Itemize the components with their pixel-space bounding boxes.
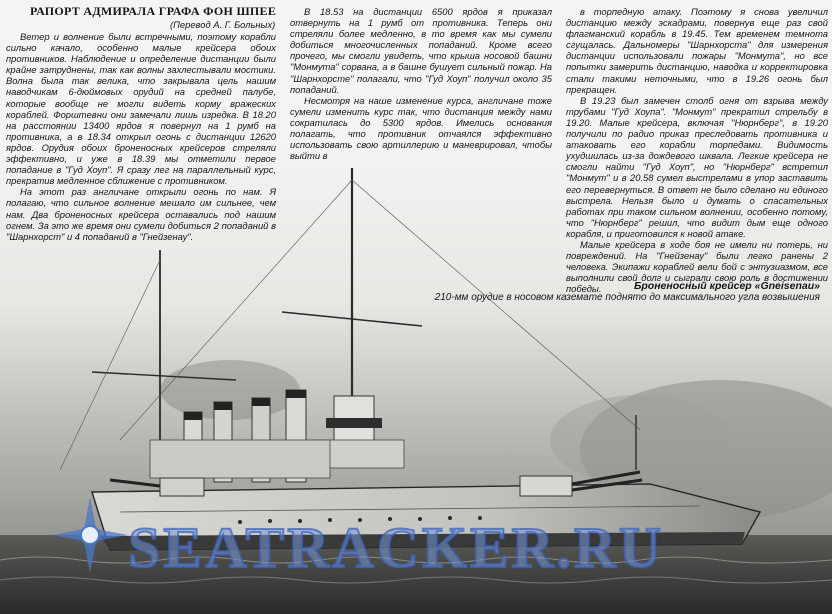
paragraph: Малые крейсера в ходе боя не имели ни потерь, ни повреждений. На "Гнейзенау" были легко ранены 2 человека. Экипажи кораблей вели бой с энтузиазмом, все выполнили свой долг и сыграли свою роль в достижении победы. — [566, 238, 828, 295]
paragraph: Ветер и волнение были встречными, поэтому корабли сильно качало, особенно малые крейсера обоих противников. Наблюдение и определение дистанции были крайне затруднены, так как волны захлестывали мостики. Волна была так велика, что закрывала цель нашим наводчикам 6-дюймовых орудий на средней палубе, которые вообще не могли видеть корму вражеских кораблей. Форштевни они замечали лишь изредка. В 18.20 на расстоянии 13400 ярдов я повернул на 1 румб на противника, а в 18.34 открыл огонь с дистанции 12620 ярдов. Орудия обоих броненосных крейсеров стреляли эффективно, и уже в 18.39 мы отметили первое попадание в "Гуд Хоуп". Я сразу лег на параллельный курс, прекратив медленное сближение с противником. — [6, 31, 276, 187]
article-title: РАПОРТ АДМИРАЛА ГРАФА ФОН ШПЕЕ — [30, 4, 277, 18]
paragraph: Несмотря на наше изменение курса, англичане тоже сумели изменить курс так, что дистанция между нами сократилась до 5300 ярдов. Имелись основания полагать, что противник отчаялся эффективно использовать свою артиллерию и маневрировал, чтобы выйти в — [290, 94, 552, 162]
photo-caption-text: 210-мм орудие в носовом каземате поднято до максимального угла возвышения — [434, 292, 820, 303]
photo-caption-title: Броненосный крейсер «Gneisenau» — [633, 280, 820, 292]
paragraph: в торпедную атаку. Поэтому я снова увеличил дистанцию между эскадрами, повернув еще раз свой флагманский корабль в 19.45. Тем временем темнота сгущалась. Дальномеры "Шарнхорста" для измерения дистанции использовали пожары "Монмута", но все попытки замерить дистанцию, наводка и корректировка стали такими неточными, что в 19.26 огонь был прекращен. — [566, 6, 828, 95]
text-column-3 — [566, 6, 828, 294]
paragraph: В 18.53 на дистанции 6500 ярдов я приказал отвернуть на 1 румб от противника. Теперь они стреляли более медленно, в то время как мы сумели добиться многочисленных попаданий. Кроме всего прочего, мы смогли увидеть, что крыша носовой башни "Монмута" сорвана, а в башне бушует сильный пожар. На "Шарнхорсте" полагали, что "Гуд Хоуп" получил около 35 попаданий. — [290, 6, 552, 95]
watermark-text: SEATRACKER.RU — [128, 515, 664, 580]
paragraph: В 19.23 был замечен столб огня от взрыва между трубами "Гуд Хоупа". "Монмут" прекратил стрельбу в 19.20. Малые крейсера, включая "Нюрнберг", в 19.20 получили по радио приказ преследовать противника и атаковать его корабли торпедами. Видимость ухудшилась из-за дождевого шквала. Легкие крейсера не смогли найти "Гуд Хоуп", но "Нюрнберг" встретил "Монмут" и в 20.58 сумел выстрелами в упор заставить его перевернуться. В ответ не было сделано ни единого выстрела. Нельзя было и думать о спасательных работах при таком сильном волнении, особенно потому, что "Нюрнберг" решил, что видит дым еще одного корабля, и приготовился к новой атаке. — [566, 94, 828, 239]
text-column-1 — [6, 31, 276, 242]
text-column-2 — [290, 6, 552, 161]
translator-credit: (Перевод А. Г. Больных) — [170, 19, 276, 30]
paragraph: На этот раз англичане открыли огонь по нам. Я полагаю, что сильное волнение мешало им сильнее, чем нам. Два броненосных крейсера оставались под нашим огнем. За это же время они сумели добиться 2 попаданий в "Шарнхорст" и 4 попаданий в "Гнейзенау". — [6, 186, 276, 242]
watermark-compass-icon — [50, 495, 130, 575]
